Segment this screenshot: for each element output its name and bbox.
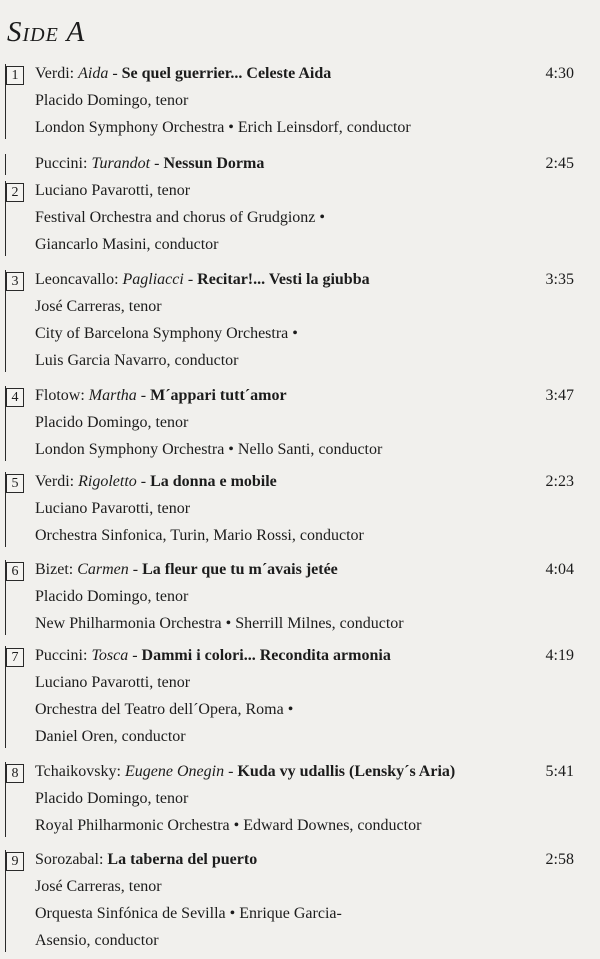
track-heading [35, 762, 455, 782]
track-number: 6 [6, 562, 24, 581]
composer: Verdi: [35, 473, 75, 490]
credit-line: Asensio, conductor [35, 932, 159, 949]
credit-line: Orchestra del Teatro dell´Opera, Roma • [35, 701, 294, 718]
composer: Sorozabal: [35, 851, 104, 868]
opera-title: Rigoletto [78, 473, 137, 490]
dash: - [183, 271, 198, 288]
track-number: 8 [6, 764, 24, 783]
track-duration: 2:23 [545, 473, 574, 490]
track-duration: 5:41 [545, 763, 574, 780]
aria-title: Se quel guerrier... Celeste Aida [121, 65, 332, 82]
track-number: 1 [6, 66, 24, 85]
credit-line: Royal Philharmonic Orchestra • Edward Downes, conductor [35, 817, 422, 834]
track-block [0, 270, 600, 378]
credit-line: New Philharmonia Orchestra • Sherrill Milnes, conductor [35, 615, 404, 632]
composer: Bizet: [35, 561, 74, 578]
credit-line: Luciano Pavarotti, tenor [35, 182, 191, 199]
aria-title: Nessun Dorma [163, 155, 265, 172]
side-title: Side A [7, 16, 86, 48]
track-block [0, 560, 600, 641]
track-duration: 2:45 [545, 155, 574, 172]
aria-title: Kuda vy udallis (Lensky´s Aria) [237, 763, 456, 780]
track-heading [35, 386, 287, 406]
dash: - [128, 647, 142, 664]
composer: Puccini: [35, 647, 88, 664]
credit-line: London Symphony Orchestra • Nello Santi, conductor [35, 441, 383, 458]
track-number: 9 [6, 852, 24, 871]
composer: Tchaikovsky: [35, 763, 121, 780]
dash: - [108, 65, 122, 82]
track-block [0, 64, 600, 145]
aria-title: La donna e mobile [150, 473, 277, 490]
track-number: 2 [6, 183, 24, 202]
credit-line: Placido Domingo, tenor [35, 588, 189, 605]
composer: Puccini: [35, 155, 88, 172]
track-block [0, 850, 600, 958]
credit-line: Festival Orchestra and chorus of Grudgionz • [35, 209, 325, 226]
composer: Verdi: [35, 65, 75, 82]
dash: - [128, 561, 143, 578]
opera-title: Carmen [77, 561, 129, 578]
opera-title: Martha [88, 387, 137, 404]
credit-line: Placido Domingo, tenor [35, 414, 189, 431]
aria-title: M´appari tutt´amor [150, 387, 287, 404]
track-number: 3 [6, 272, 24, 291]
aria-title: Dammi i colori... Recondita armonia [141, 647, 391, 664]
track-rule [5, 154, 6, 175]
track-block [0, 181, 600, 262]
track-heading [35, 850, 257, 870]
credit-line: Luciano Pavarotti, tenor [35, 500, 191, 517]
credit-line: Placido Domingo, tenor [35, 92, 189, 109]
composer: Leoncavallo: [35, 271, 119, 288]
opera-title: Turandot [91, 155, 151, 172]
aria-title: La fleur que tu m´avais jetée [142, 561, 338, 578]
track-number: 5 [6, 474, 24, 493]
track-duration: 4:19 [545, 647, 574, 664]
dash: - [150, 155, 164, 172]
aria-title: Recitar!... Vesti la giubba [197, 271, 370, 288]
track-duration: 4:30 [545, 65, 574, 82]
credit-line: Luis Garcia Navarro, conductor [35, 352, 239, 369]
credit-line: London Symphony Orchestra • Erich Leinsdorf, conductor [35, 119, 411, 136]
dash: - [136, 473, 151, 490]
opera-title: Aida [78, 65, 109, 82]
composer: Flotow: [35, 387, 85, 404]
dash: - [136, 387, 151, 404]
dash: - [224, 763, 238, 780]
credit-line: Giancarlo Masini, conductor [35, 236, 219, 253]
track-heading [35, 646, 391, 666]
track-block [0, 762, 600, 843]
track-heading [35, 560, 338, 580]
credit-line: Daniel Oren, conductor [35, 728, 186, 745]
credit-line: Placido Domingo, tenor [35, 790, 189, 807]
track-number: 4 [6, 388, 24, 407]
track-duration: 2:58 [545, 851, 574, 868]
credit-line: José Carreras, tenor [35, 878, 162, 895]
opera-title: Pagliacci [122, 271, 184, 288]
track-number: 7 [6, 648, 24, 667]
track-heading [35, 64, 331, 84]
opera-title: Tosca [91, 647, 129, 664]
track-duration: 3:35 [545, 271, 574, 288]
track-heading [35, 472, 277, 492]
credit-line: Luciano Pavarotti, tenor [35, 674, 191, 691]
track-duration: 3:47 [545, 387, 574, 404]
track-heading [35, 154, 264, 174]
credit-line: City of Barcelona Symphony Orchestra • [35, 325, 298, 342]
credit-line: Orquesta Sinfónica de Sevilla • Enrique Garcia- [35, 905, 342, 922]
track-block [0, 154, 600, 181]
track-block [0, 646, 600, 754]
credit-line: Orchestra Sinfonica, Turin, Mario Rossi, conductor [35, 527, 364, 544]
aria-title: La taberna del puerto [107, 851, 258, 868]
opera-title: Eugene Onegin [124, 763, 225, 780]
credit-line: José Carreras, tenor [35, 298, 162, 315]
track-block [0, 472, 600, 553]
track-heading [35, 270, 370, 290]
track-duration: 4:04 [545, 561, 574, 578]
track-block [0, 386, 600, 467]
